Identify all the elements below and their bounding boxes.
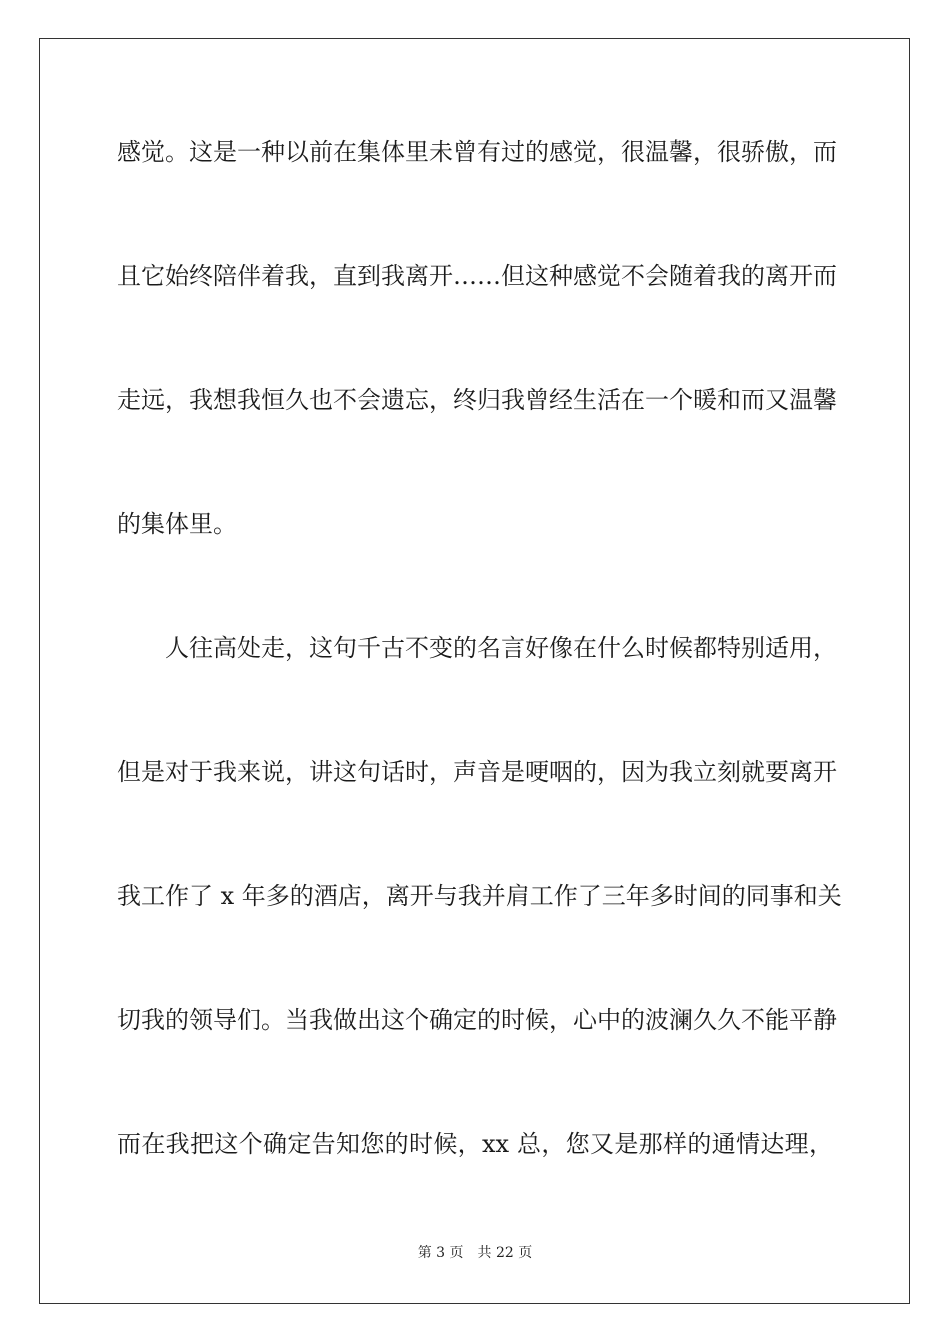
page-number: 第 3 页 (417, 1245, 464, 1261)
paragraph-line-2: 且它始终陪伴着我，直到我离开……但这种感觉不会随着我的离开而 (117, 262, 837, 290)
paragraph-line-5: 人往高处走，这句千古不变的名言好像在什么时候都特别适用， (165, 634, 837, 662)
paragraph-line-4: 的集体里。 (117, 510, 237, 538)
paragraph-line-6: 但是对于我来说，讲这句话时，声音是哽咽的，因为我立刻就要离开 (117, 758, 837, 786)
page-total: 共 22 页 (477, 1245, 533, 1261)
page-footer (0, 1244, 950, 1262)
paragraph-line-3: 走远，我想我恒久也不会遗忘，终归我曾经生活在一个暖和而又温馨 (117, 386, 837, 414)
paragraph-line-7: 我工作了 x 年多的酒店，离开与我并肩工作了三年多时间的同事和关 (117, 882, 842, 910)
paragraph-line-8: 切我的领导们。当我做出这个确定的时候，心中的波澜久久不能平静 (117, 1006, 837, 1034)
paragraph-line-1: 感觉。这是一种以前在集体里未曾有过的感觉，很温馨，很骄傲，而 (117, 138, 837, 166)
paragraph-line-9: 而在我把这个确定告知您的时候，xx 总，您又是那样的通情达理， (117, 1130, 833, 1158)
page-border (39, 38, 910, 1304)
